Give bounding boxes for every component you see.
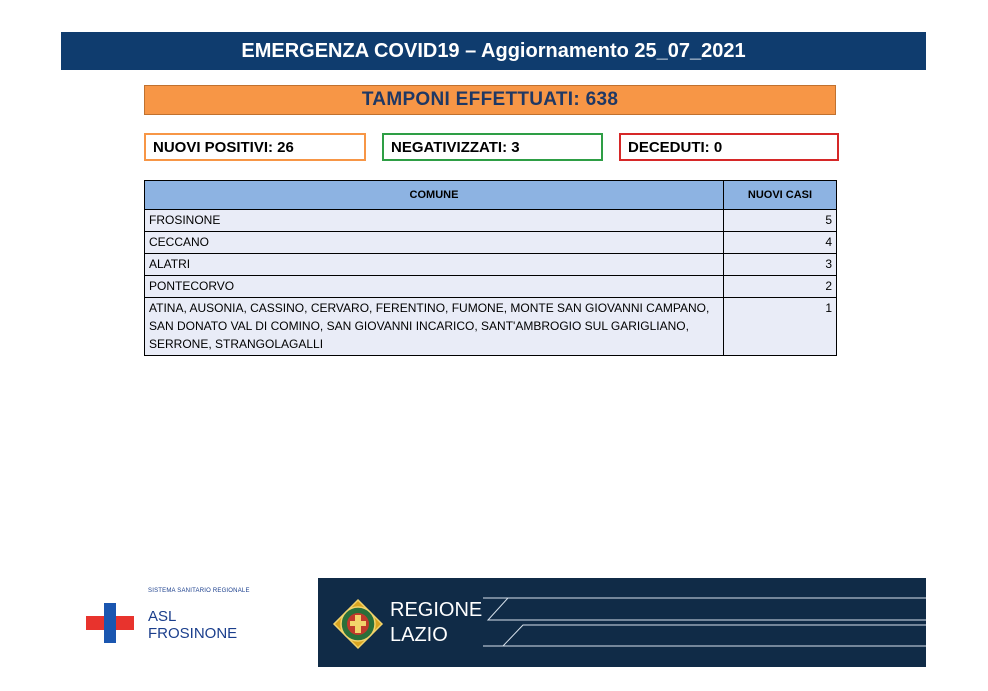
regione-lazio-text	[390, 598, 482, 648]
table-row	[145, 232, 837, 254]
comuni-table	[144, 180, 837, 356]
regione-lazio-logo	[318, 578, 926, 667]
page-title: EMERGENZA COVID19 – Aggiornamento 25_07_2021	[61, 32, 926, 70]
nuovi-positivi-box: NUOVI POSITIVI: 26	[144, 133, 366, 161]
table-row	[145, 254, 837, 276]
cell-casi: 3	[724, 254, 837, 276]
cell-comune: FROSINONE	[145, 210, 724, 232]
table-row	[145, 298, 837, 356]
column-header-comune: COMUNE	[145, 181, 724, 210]
cell-comune: ATINA, AUSONIA, CASSINO, CERVARO, FERENTINO, FUMONE, MONTE SAN GIOVANNI CAMPANO, SAN DONATO VAL DI COMINO, SAN GIOVANNI INCARICO, SANT'AMBROGIO SUL GARIGLIANO, SERRONE, STRANGOLAGALLI	[145, 298, 724, 356]
deceduti-box: DECEDUTI: 0	[619, 133, 839, 161]
cell-casi: 4	[724, 232, 837, 254]
asl-name-line1: ASL	[148, 608, 177, 625]
cell-comune: PONTECORVO	[145, 276, 724, 298]
column-header-nuovi-casi: NUOVI CASI	[724, 181, 837, 210]
cell-casi: 2	[724, 276, 837, 298]
cell-comune: ALATRI	[145, 254, 724, 276]
cell-casi: 5	[724, 210, 837, 232]
tamponi-banner: TAMPONI EFFETTUATI: 638	[144, 85, 836, 115]
table-row	[145, 210, 837, 232]
table-header-row	[145, 181, 837, 210]
regione-line2: LAZIO	[390, 624, 448, 646]
cell-comune: CECCANO	[145, 232, 724, 254]
asl-frosinone-logo	[86, 588, 316, 658]
regione-emblem-icon	[332, 598, 384, 650]
negativizzati-box: NEGATIVIZZATI: 3	[382, 133, 603, 161]
table-row	[145, 276, 837, 298]
asl-system-label: SISTEMA SANITARIO REGIONALE	[148, 588, 250, 594]
asl-name	[148, 608, 237, 642]
cell-casi: 1	[724, 298, 837, 356]
asl-name-line2: FROSINONE	[148, 625, 238, 642]
regione-line1: REGIONE	[390, 599, 483, 621]
